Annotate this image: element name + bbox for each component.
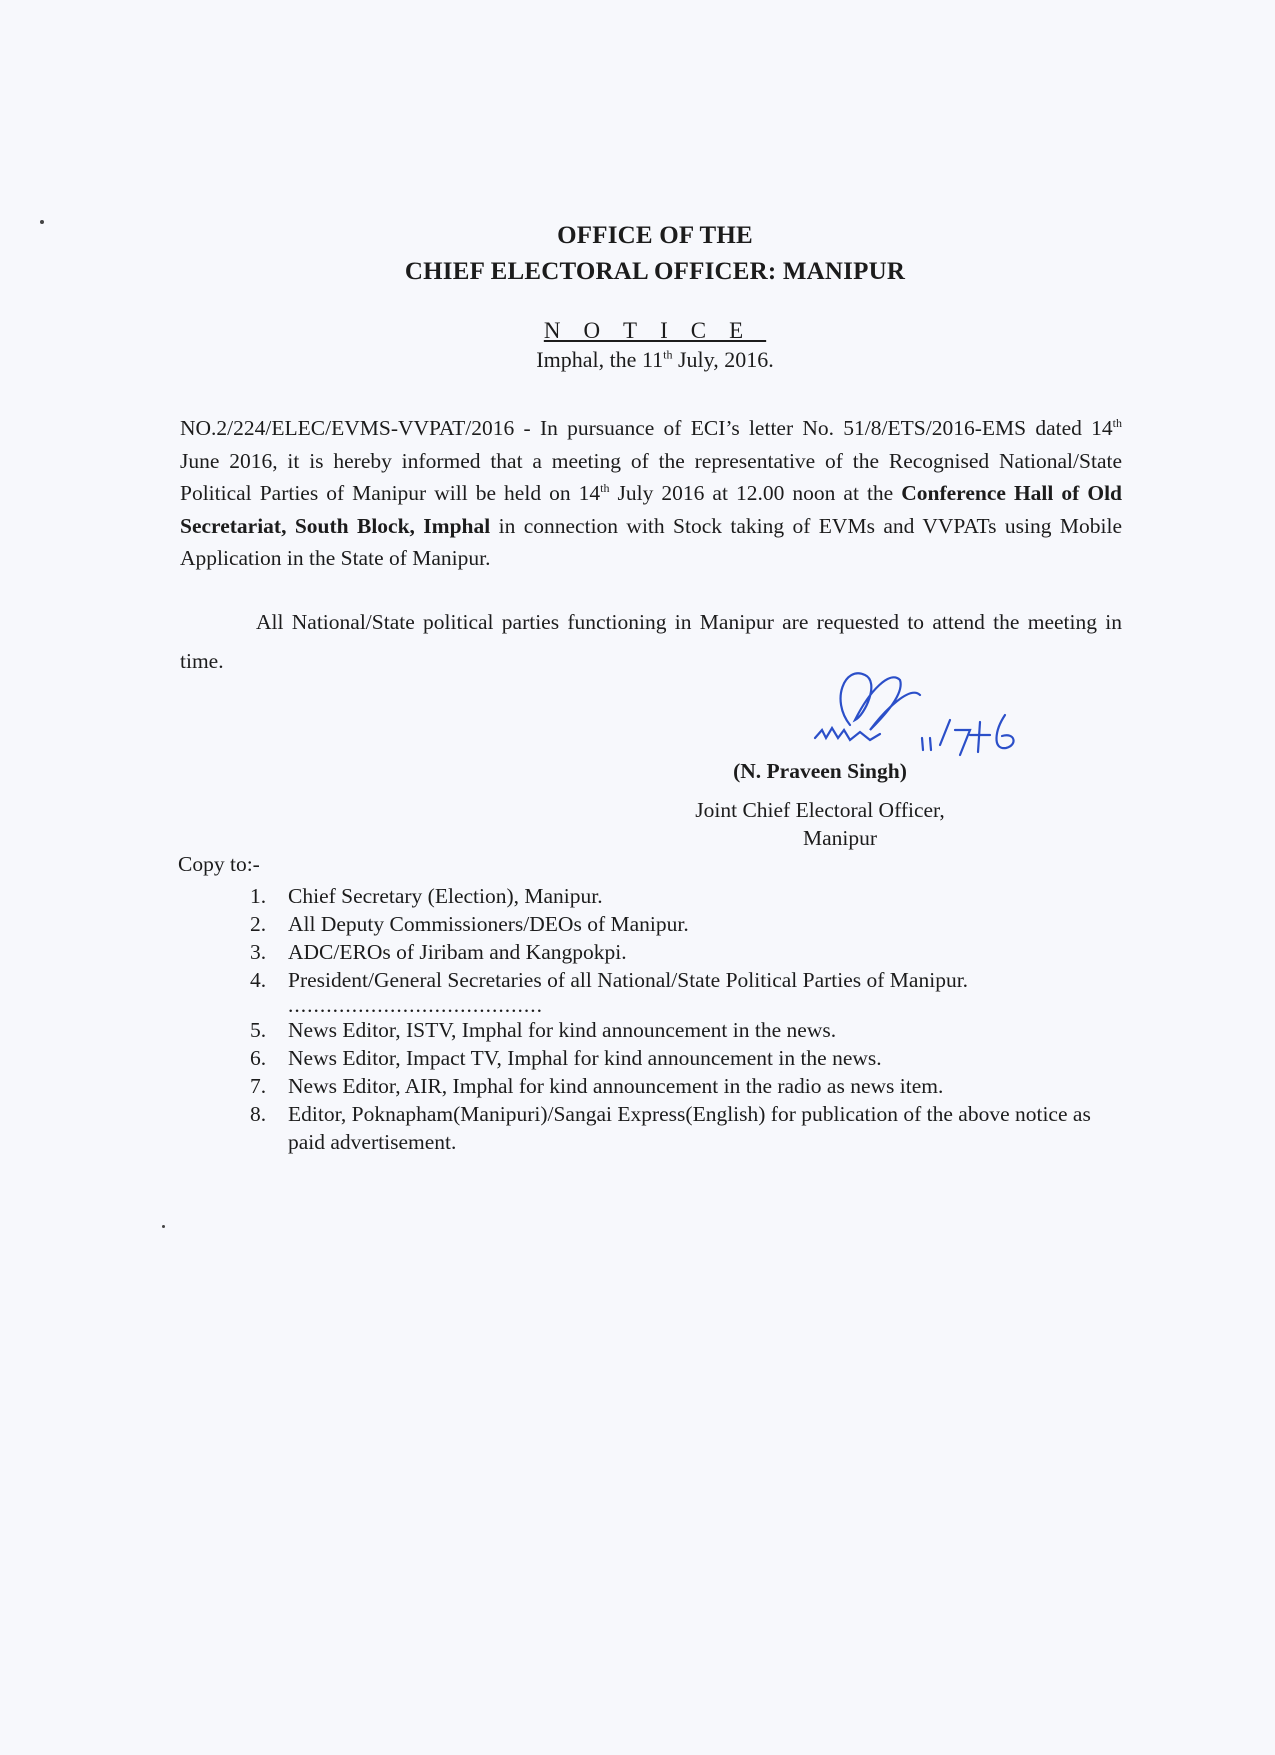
- signatory-name: (N. Praveen Singh): [733, 759, 907, 783]
- signature-scrawl: [810, 660, 1030, 760]
- signatory-designation: Joint Chief Electoral Officer,: [695, 798, 945, 822]
- signatory-state: Manipur: [802, 826, 878, 850]
- scan-speck: [162, 1225, 165, 1228]
- notice-paragraph-request: All National/State political parties functioning in Manipur are requested to attend the meeting in time.: [180, 610, 1122, 673]
- copy-to-list: [250, 882, 1130, 1156]
- copy-to-label: Copy to:-: [178, 852, 260, 876]
- list-item: 3. ADC/EROs of Jiribam and Kangpokpi.: [250, 940, 627, 964]
- list-item: 1. Chief Secretary (Election), Manipur.: [250, 884, 603, 908]
- office-heading-line1: OFFICE OF THE: [557, 222, 753, 249]
- list-item: 2. All Deputy Commissioners/DEOs of Manipur.: [250, 912, 689, 936]
- notice-paragraph-main: NO.2/224/ELEC/EVMS-VVPAT/2016 - In pursuance of ECI’s letter No. 51/8/ETS/2016-EMS dated 14th June 2016, it is hereby informed that a meeting of the representative of the Recognised National/State Political Parties of Manipur will be held on 14th July 2016 at 12.00 noon at the Conference Hall of Old Secretariat, South Block, Imphal in connection with Stock taking of EVMs and VVPATs using Mobile Application in the State of Manipur.: [180, 415, 1123, 570]
- list-item: 7. News Editor, AIR, Imphal for kind announcement in the radio as news item.: [250, 1074, 944, 1098]
- list-item: 6. News Editor, Impact TV, Imphal for kind announcement in the news.: [250, 1046, 882, 1070]
- reference-number: NO.2/224/ELEC/EVMS-VVPAT/2016: [180, 416, 515, 440]
- list-item: 8. Editor, Poknapham(Manipuri)/Sangai Express(English) for publication of the above notice as paid advertisement.: [250, 1102, 1091, 1154]
- list-item: 4. President/General Secretaries of all National/State Political Parties of Manipur.: [250, 968, 969, 992]
- meeting-venue: Conference Hall of Old Secretariat, South Block, Imphal: [180, 481, 1123, 538]
- scan-speck: [40, 220, 44, 224]
- notice-date: Imphal, the 11th July, 2016.: [536, 347, 774, 372]
- list-separator: ........................................: [288, 993, 543, 1017]
- notice-title: NOTICE: [543, 318, 767, 343]
- office-heading-line2: CHIEF ELECTORAL OFFICER: MANIPUR: [404, 258, 906, 285]
- list-item: 5. News Editor, ISTV, Imphal for kind announcement in the news.: [250, 1018, 837, 1042]
